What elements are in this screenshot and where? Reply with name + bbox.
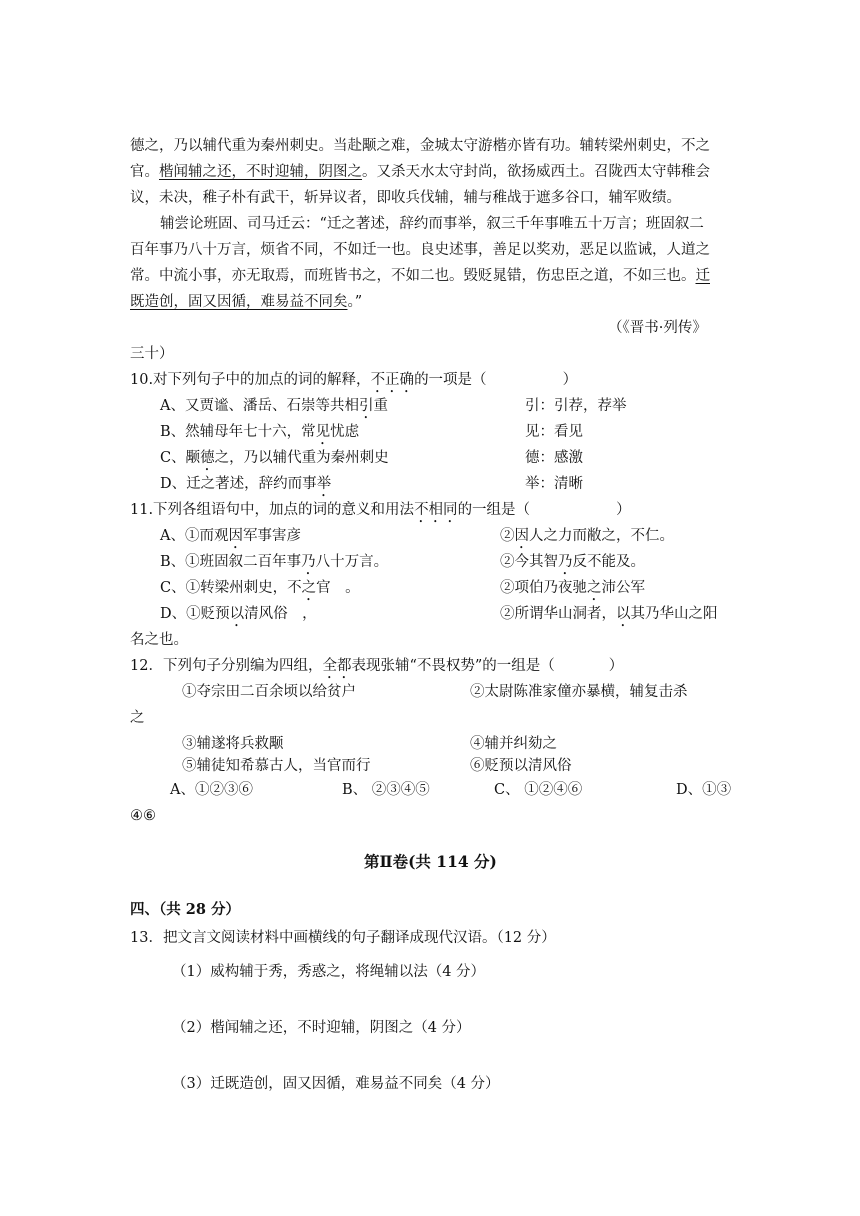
dotted-word: 德	[200, 450, 215, 466]
text: C、颙	[160, 450, 201, 466]
q11-row-b-left	[160, 552, 388, 578]
source-citation: （《晋书·列传》	[608, 320, 707, 336]
part-heading: 四、（共 28 分）	[130, 901, 241, 918]
q10-option-a	[160, 396, 388, 422]
q12-choice-d: D、①③	[676, 782, 732, 798]
q11-stem	[130, 500, 631, 526]
q12-item-2: ②太尉陈准家僮亦暴横，辅复击杀	[470, 684, 688, 700]
q12-choice-b: B、 ②③④⑤	[342, 782, 430, 798]
q10-gloss-d: 举：清晰	[525, 476, 583, 492]
dotted-word: 乃	[301, 554, 316, 570]
text: 。”	[347, 294, 363, 310]
q12-item-4: ④辅并纠劾之	[470, 736, 557, 752]
text: 反不能及。	[572, 554, 645, 570]
text: ）	[608, 658, 624, 674]
q11-row-c-left	[160, 578, 360, 604]
text: 的一组是（	[457, 502, 531, 518]
text: 人之力而敝之，不仁。	[529, 528, 674, 544]
text: 军事害彦	[242, 528, 301, 544]
text: B、①班固叙二百年事	[160, 554, 302, 570]
q11-row-d-left	[160, 604, 317, 630]
text: A、①而观	[160, 528, 229, 544]
text: 官。	[130, 164, 159, 180]
dotted-word: 乃	[558, 554, 573, 570]
dotted-word: 因	[228, 528, 243, 544]
text: ②所谓华山洞者，	[500, 606, 616, 622]
dotted-word: 因	[514, 528, 529, 544]
passage-line-5: 百年事乃八十万言，烦省不同，不如迁一也。良史述事，善足以奖劝，恶足以监诫，人道之	[130, 242, 710, 258]
passage-line-7	[130, 292, 362, 312]
q11-row-c-right	[500, 578, 645, 604]
q11-row-a-right	[500, 526, 674, 552]
q12-item-wrap: 之	[130, 710, 145, 726]
q12-item-3: ③辅遂将兵救颙	[182, 736, 284, 752]
text: 沛公军	[601, 580, 645, 596]
q12-choice-c: C、 ①②④⑥	[494, 782, 583, 798]
dotted-word: 不正确	[370, 372, 415, 388]
text: C、①转梁州刺史，不	[160, 580, 302, 596]
q10-gloss-c: 德：感激	[525, 450, 583, 466]
q10-gloss-a: 引：引荐，荐举	[525, 398, 627, 414]
text: ②项伯乃夜驰	[500, 580, 587, 596]
passage-line-2	[130, 162, 710, 182]
q10-option-d	[160, 474, 331, 500]
q11-row-a-left	[160, 526, 301, 552]
q13-item-3: （3）迁既造创，固又因循，难易益不同矣（4 分）	[172, 1076, 500, 1092]
text: 之，乃以辅代重为秦州刺史	[214, 450, 389, 466]
text: B、然辅母年七十六，常	[160, 424, 316, 440]
text: 清风俗 ，	[244, 606, 317, 622]
text: 重	[373, 398, 388, 414]
q10-option-c	[160, 448, 389, 474]
text: ）	[616, 502, 631, 518]
section-title: 第Ⅱ卷(共 114 分)	[364, 852, 497, 871]
q11-row-b-right	[500, 552, 645, 578]
underlined-sentence: 迁	[695, 268, 710, 284]
underlined-sentence: 既造创，固又因循，难易益不同矣	[130, 294, 348, 310]
q12-item-1: ①夺宗田二百余顷以给贫户	[182, 684, 356, 700]
dotted-word: 不相同	[414, 502, 458, 518]
text: 八十万言。	[315, 554, 389, 570]
passage-line-3: 议，未决，稚子朴有武干，斩异议者，即收兵伐辅，辅与稚战于遮多谷口，辅军败绩。	[130, 190, 681, 206]
q12-stem	[130, 656, 623, 682]
q10-option-b	[160, 422, 359, 448]
text: 官 。	[316, 580, 360, 596]
dotted-word: 以	[229, 606, 245, 622]
text: 表现张辅“不畏权势”的一组是（	[351, 658, 555, 674]
dotted-word: 引	[358, 398, 374, 414]
text: 其乃华山之阳	[630, 606, 718, 622]
text: D、①贬预	[160, 606, 230, 622]
text: 10.对下列句子中的加点的词的解释，	[130, 372, 371, 388]
q12-choice-wrap: ④⑥	[130, 808, 156, 824]
dotted-word: 全都	[322, 658, 352, 674]
text: 忧虑	[330, 424, 360, 440]
text: A、又贾谧、潘岳、石崇等共相	[160, 398, 359, 414]
text: ②今其智	[500, 554, 558, 570]
q12-item-6: ⑥贬预以清风俗	[470, 758, 572, 774]
passage-line-6	[130, 266, 710, 286]
q10-gloss-b: 见：看见	[525, 424, 583, 440]
q13-item-1: （1）威构辅于秀，秀惑之，将绳辅以法（4 分）	[172, 964, 486, 980]
q13-item-2: （2）楷闻辅之还，不时迎辅，阴图之（4 分）	[172, 1020, 471, 1036]
q11-row-d-right	[500, 604, 718, 630]
text: 的一项是（	[414, 372, 487, 388]
dotted-word: 之	[587, 580, 602, 596]
q12-choice-a: A、①②③⑥	[170, 782, 253, 798]
underlined-sentence: 楷闻辅之还，不时迎辅，阴图之	[159, 164, 362, 180]
text: ②	[500, 528, 515, 544]
text: D、迁之著述，辞约而事	[160, 476, 317, 492]
text: 11.下列各组语句中，加点的词的意义和用法	[130, 502, 415, 518]
q13-stem: 13．把文言文阅读材料中画横线的句子翻译成现代汉语。（12 分）	[130, 930, 556, 946]
text: 常。中流小事，亦无取焉，而班皆书之，不如二也。毁贬晁错，伤忠臣之道，不如三也。	[130, 268, 696, 284]
dotted-word: 举	[316, 476, 332, 492]
q10-stem	[130, 370, 577, 396]
passage-line-4: 辅尝论班固、司马迁云：“迁之著述，辞约而事举，叙三千年事唯五十万言；班固叙二	[160, 216, 704, 232]
q12-item-5: ⑤辅徒知希慕古人，当官而行	[182, 758, 371, 774]
text: 12．下列句子分别编为四组，	[130, 658, 323, 674]
source-citation-wrap: 三十）	[130, 346, 174, 362]
dotted-word: 以	[616, 606, 631, 622]
q11-wrap: 名之也。	[130, 632, 188, 648]
text: 。又杀天水太守封尚，欲扬威西土。召陇西太守韩稚会	[362, 164, 710, 180]
passage-line-1: 德之，乃以辅代重为秦州刺史。当赴颙之难，金城太守游楷亦皆有功。辅转梁州刺史，不之	[130, 138, 710, 154]
dotted-word: 之	[301, 580, 317, 596]
text: ）	[562, 372, 578, 388]
dotted-word: 见	[315, 424, 331, 440]
